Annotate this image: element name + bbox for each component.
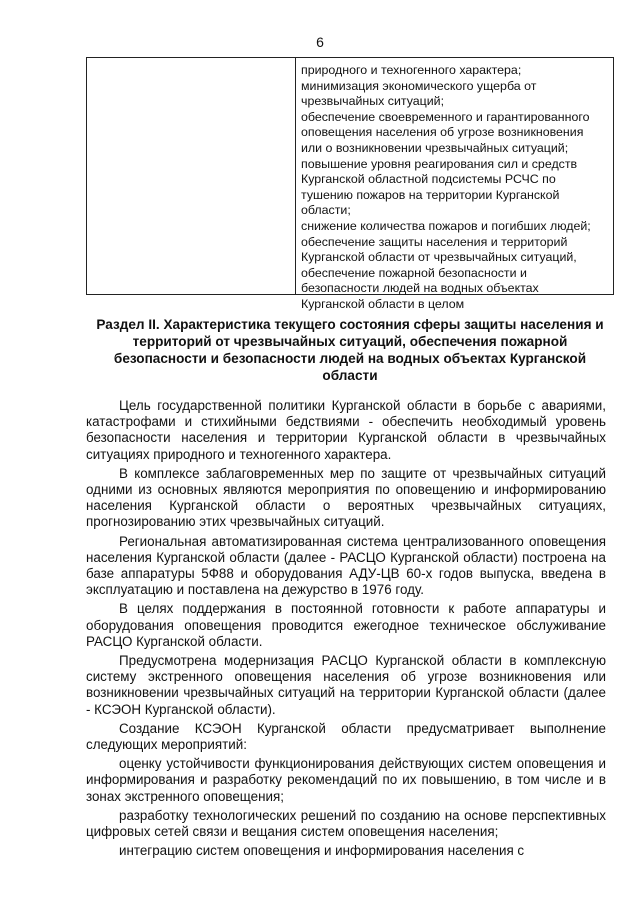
paragraph: интеграцию систем оповещения и информирования населения с [119, 843, 525, 859]
table-line: обеспечение своевременного и гарантированного [301, 109, 590, 124]
table-line: Курганской областной подсистемы РСЧС по [301, 172, 556, 187]
table-line: оповещения населения об угрозе возникновения [301, 125, 584, 140]
paragraph: В целях поддержания в постоянной готовности к работе аппаратуры и оборудования оповещения проводится ежегодное техническое обслуживание РАСЦО Курганской области. [86, 601, 606, 649]
paragraph: Предусмотрена модернизация РАСЦО Курганской области в комплексную систему экстренного оповещения населения об угрозе возникновения или возникновении чрезвычайных ситуаций на территории Курганской области (далее - КСЭОН Курганской области). [86, 653, 606, 717]
table-line: обеспечение пожарной безопасности и [301, 265, 527, 280]
paragraph: оценку устойчивости функционирования действующих систем оповещения и информирования и разработку рекомендаций по их повышению, в том числе и в зонах экстренного оповещения; [86, 756, 606, 804]
table-line: минимизация экономического ущерба от [301, 78, 537, 93]
table-line: природного и техногенного характера; [301, 63, 522, 77]
table-line: повышение уровня реагирования сил и средств [301, 156, 578, 171]
table-line: безопасности людей на водных объектах [301, 281, 539, 296]
paragraph: разработку технологических решений по созданию на основе перспективных цифровых сетей связи и вещания систем оповещения населения; [86, 807, 606, 840]
paragraph: Региональная автоматизированная система централизованного оповещения населения Курганской области (далее - РАСЦО Курганской области) построена на базе аппаратуры 5Ф88 и оборудования АДУ-ЦВ 60-х годов выпуска, введена в эксплуатацию и поставлена на дежурство в 1976 году. [86, 533, 606, 598]
paragraph: Создание КСЭОН Курганской области предусматривает выполнение следующих мероприятий: [86, 720, 606, 753]
paragraph: Цель государственной политики Курганской области в борьбе с авариями, катастрофами и стихийными бедствиями - обеспечить необходимый уровень безопасности населения и территории Курганской области в чрезвычайных ситуациях природного и техногенного характера. [86, 398, 606, 462]
table-line: или о возникновении чрезвычайных ситуаций; [301, 140, 569, 155]
table-line: тушению пожаров на территории Курганской [301, 187, 560, 202]
paragraph: В комплексе заблаговременных мер по защите от чрезвычайных ситуаций одними из основных являются мероприятия по оповещению и информированию населения Курганской области о вероятных чрезвычайных ситуациях, прогнозированию этих чрезвычайных ситуаций. [86, 465, 606, 530]
table-line: Курганской области в целом [301, 296, 465, 311]
section-heading: Раздел II. Характеристика текущего состояния сферы защиты населения и территорий от чрезвычайных ситуаций, обеспечения пожарной безопасности и безопасности людей на водных объектах Курганской области [96, 317, 604, 383]
table-line: области; [301, 203, 351, 218]
table-line: чрезвычайных ситуаций; [301, 94, 445, 109]
table-right-cell [296, 58, 613, 311]
page-number: 6 [316, 34, 324, 50]
table-line: Курганской области от чрезвычайных ситуаций, [301, 250, 577, 265]
table-line: обеспечение защиты населения и территорий [301, 234, 568, 249]
goals-table [86, 57, 614, 311]
body-text [86, 398, 606, 862]
table-left-cell [87, 58, 296, 294]
table-line: снижение количества пожаров и погибших людей; [301, 218, 591, 233]
